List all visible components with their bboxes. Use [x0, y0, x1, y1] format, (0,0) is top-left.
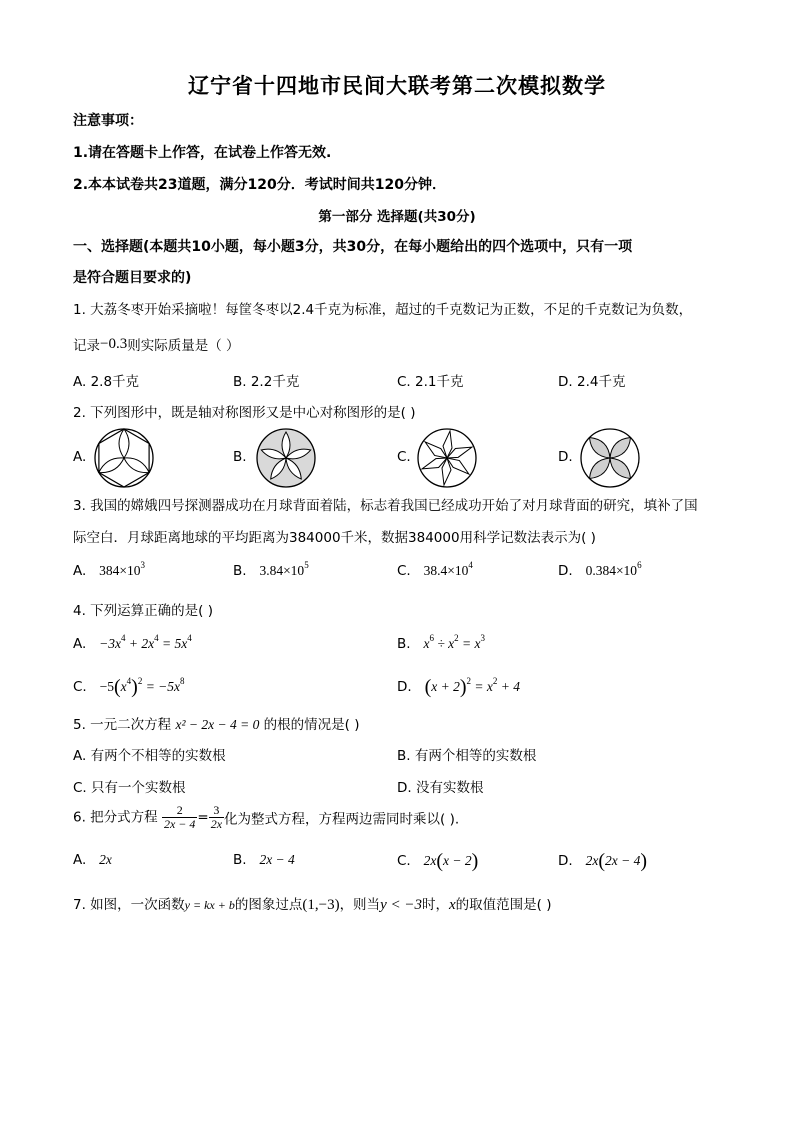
q7-variable: x [448, 897, 456, 913]
q4-a-e1: 4 [121, 633, 126, 643]
notice-item-2: 2.本本试卷共23道题，满分120分．考试时间共120分钟． [73, 177, 446, 193]
q1-line2-post: 则实际质量是（ ） [127, 338, 240, 354]
q3-d-value [585, 560, 642, 578]
q4-b-e3: 3 [480, 633, 485, 643]
q4-a-expr [99, 633, 192, 651]
q3-b-exp: 5 [304, 560, 309, 570]
q3-b-base: ×10 [283, 563, 305, 578]
q3-a-exp: 3 [140, 560, 146, 570]
q4-c-t1: −5 [99, 679, 114, 694]
q4-c-e4: 8 [180, 676, 185, 686]
q6-equals: = [197, 809, 209, 826]
q6-option-c[interactable] [397, 850, 478, 873]
q1-option-d[interactable]: D. 2.4千克 [558, 374, 626, 390]
q4-option-b[interactable] [397, 633, 485, 652]
q4-c-expr [99, 676, 185, 698]
q2-label-b[interactable]: B. [233, 449, 247, 465]
q5-stem-post: 的根的情况是( ) [259, 717, 360, 733]
q6-d-t1: 2x [585, 853, 599, 868]
q6-c-lparen: ( [436, 850, 444, 872]
q2-label-c[interactable]: C. [397, 449, 411, 465]
q3-option-d[interactable] [558, 560, 642, 579]
q4-b-t2: ÷ x [433, 636, 455, 651]
q3-c-exp: 4 [468, 560, 473, 570]
q3-a-base: ×10 [119, 563, 141, 578]
q4-a-e2: 4 [154, 633, 159, 643]
q4-a-e3: 4 [187, 633, 192, 643]
q4-b-expr [423, 633, 485, 651]
q3-c-mantissa: 38.4 [423, 563, 448, 578]
q7-pre: 7. 如图，一次函数 [73, 897, 185, 913]
q6-d-rparen: ) [640, 850, 648, 872]
q4-c-rparen: ) [131, 676, 138, 698]
q6-label-a: A. [73, 852, 87, 868]
q3-a-mantissa: 384 [99, 563, 120, 578]
q6-d-t2: 2x − 4 [604, 853, 641, 868]
q5-option-a[interactable]: A. 有两个不相等的实数根 [73, 748, 226, 764]
q6-b-expr: 2x − 4 [259, 852, 295, 867]
q4-c-t2: x [120, 679, 127, 694]
q6-frac2-den: 2x [210, 817, 223, 831]
q4-option-c[interactable] [73, 676, 185, 699]
q2-figure-c[interactable] [415, 426, 479, 490]
q3-option-a[interactable] [73, 560, 146, 579]
q3-d-mantissa: 0.384 [585, 563, 616, 578]
q3-label-b: B. [233, 563, 247, 579]
q6-fraction-left [162, 804, 197, 831]
q4-b-t1: x [423, 636, 430, 651]
q5-option-d[interactable]: D. 没有实数根 [397, 780, 484, 796]
q4-d-t3: + 4 [497, 679, 520, 694]
q6-stem-post: 化为整式方程，方程两边需同时乘以( ). [224, 811, 460, 828]
q4-option-a[interactable] [73, 633, 192, 652]
q6-label-d: D. [558, 853, 573, 869]
q7-stem [73, 893, 551, 914]
q6-frac2-num: 3 [209, 804, 224, 818]
q6-frac1-num: 2 [162, 804, 197, 818]
q4-b-t3: = x [458, 636, 481, 651]
q7-point: (1,−3) [302, 897, 340, 913]
q6-c-expr [423, 850, 479, 872]
q3-b-value [259, 560, 309, 578]
q4-label-b: B. [397, 636, 411, 652]
q5-stem-pre: 5. 一元二次方程 [73, 717, 176, 733]
q4-d-lparen: ( [424, 676, 432, 698]
q3-label-d: D. [558, 563, 573, 579]
q6-option-a[interactable] [73, 852, 112, 868]
q6-fraction-right [209, 804, 224, 831]
q6-option-b[interactable] [233, 852, 295, 868]
q7-mid2: ，则当 [339, 897, 381, 913]
q4-c-t3: = −5x [142, 679, 181, 694]
q6-c-t1: 2x [423, 853, 437, 868]
q6-c-t2: x − 2 [443, 853, 472, 868]
q3-label-a: A. [73, 563, 87, 579]
q7-mid3: 时， [421, 897, 449, 913]
q3-a-value [99, 560, 146, 578]
q4-label-d: D. [397, 679, 412, 695]
q2-figure-a[interactable] [92, 426, 156, 490]
q7-function: y = kx + b [184, 898, 235, 912]
q1-option-b[interactable]: B. 2.2千克 [233, 374, 300, 390]
part1-heading: 第一部分 选择题(共30分) [318, 209, 476, 225]
q4-a-t1: −3x [99, 636, 122, 651]
q1-value: −0.3 [100, 336, 128, 352]
q2-figure-d[interactable] [578, 426, 642, 490]
exam-title: 辽宁省十四地市民间大联考第二次模拟数学 [188, 74, 606, 98]
q7-condition: y < −3 [380, 897, 422, 913]
q1-stem-line2 [73, 334, 240, 354]
q6-a-expr: 2x [99, 852, 112, 867]
q4-b-e1: 6 [429, 633, 434, 643]
q4-c-lparen: ( [113, 676, 121, 698]
q4-a-t2: + 2x [125, 636, 155, 651]
q3-stem-line1: 3. 我国的嫦娥四号探测器成功在月球背面着陆，标志着我国已经成功开始了对月球背面的研究，填补了国 [73, 498, 698, 514]
q4-c-e2: 4 [126, 676, 132, 686]
q4-label-c: C. [73, 679, 87, 695]
q3-c-base: ×10 [447, 563, 469, 578]
q4-d-t2: = x [471, 679, 493, 694]
notice-item-1: 1.请在答题卡上作答，在试卷上作答无效. [73, 145, 332, 161]
q2-stem: 2. 下列图形中，既是轴对称图形又是中心对称图形的是( ) [73, 405, 416, 421]
q1-line2-pre: 记录 [73, 338, 100, 354]
q4-d-e2: 2 [492, 676, 498, 686]
notice-heading: 注意事项： [73, 113, 143, 129]
q3-d-exp: 6 [637, 560, 642, 570]
q3-label-c: C. [397, 563, 411, 579]
q6-label-b: B. [233, 852, 247, 868]
q3-option-c[interactable] [397, 560, 473, 579]
q2-label-a[interactable]: A. [73, 449, 87, 465]
section-instruction-line1: 一、选择题(本题共10小题，每小题3分，共30分，在每小题给出的四个选项中，只有一项 [73, 239, 633, 255]
q1-option-a[interactable]: A. 2.8千克 [73, 374, 140, 390]
section-instruction-line2: 是符合题目要求的) [73, 270, 192, 286]
q2-label-d[interactable]: D. [558, 449, 573, 465]
q6-d-expr [585, 850, 648, 872]
q3-c-value [423, 560, 473, 578]
q5-option-c[interactable]: C. 只有一个实数根 [73, 780, 186, 796]
q7-mid1: 的图象过点 [234, 897, 303, 913]
q3-d-base: ×10 [615, 563, 638, 578]
q4-d-expr [424, 676, 520, 698]
q3-stem-line2: 际空白．月球距离地球的平均距离为384000千米，数据384000用科学记数法表示为( ) [73, 530, 596, 546]
q4-c-e3: 2 [137, 676, 143, 686]
q4-b-e2: 2 [454, 633, 459, 643]
q4-stem: 4. 下列运算正确的是( ) [73, 603, 213, 619]
q3-option-b[interactable] [233, 560, 309, 579]
q5-stem [73, 713, 359, 733]
q4-d-t1: x + 2 [431, 679, 460, 694]
q6-c-rparen: ) [471, 850, 479, 872]
q6-d-lparen: ( [598, 850, 605, 872]
q5-equation: x² − 2x − 4 = 0 [175, 717, 260, 732]
q6-label-c: C. [397, 853, 411, 869]
q3-b-mantissa: 3.84 [259, 563, 284, 578]
q6-frac1-den: 2x − 4 [163, 817, 196, 831]
q4-label-a: A. [73, 636, 87, 652]
q6-stem-pre: 6. 把分式方程 [73, 809, 162, 826]
q4-d-e1: 2 [466, 676, 472, 686]
q6-stem [73, 804, 459, 831]
q6-option-d[interactable] [558, 850, 647, 873]
q4-a-t3: = 5x [158, 636, 188, 651]
q1-option-c[interactable]: C. 2.1千克 [397, 374, 464, 390]
q2-figure-b[interactable] [254, 426, 318, 490]
q5-option-b[interactable]: B. 有两个相等的实数根 [397, 748, 537, 764]
q4-d-rparen: ) [459, 676, 467, 698]
q1-stem-line1: 1. 大荔冬枣开始采摘啦！每筐冬枣以2.4千克为标准，超过的千克数记为正数，不足的千克数记为负数， [73, 302, 693, 318]
q4-option-d[interactable] [397, 676, 520, 699]
q7-post: 的取值范围是( ) [455, 897, 552, 913]
